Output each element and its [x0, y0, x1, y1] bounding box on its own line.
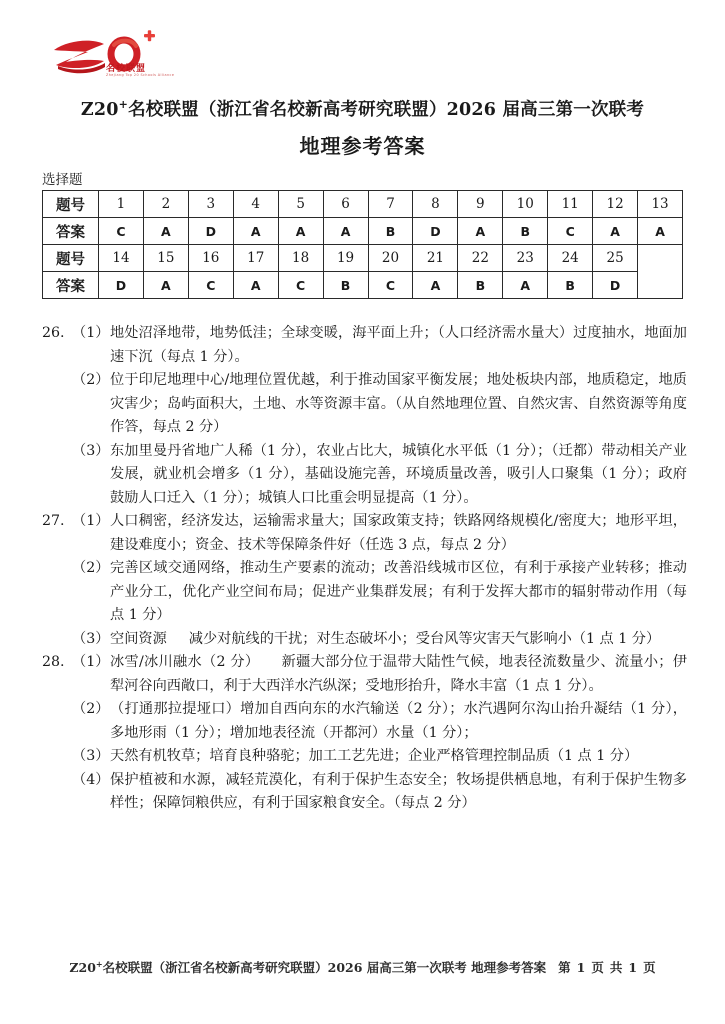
cell-a22: B: [458, 272, 503, 299]
part-label: （3）: [72, 630, 110, 647]
answer-part: [42, 369, 687, 440]
logo-mark-icon: [48, 28, 178, 86]
cell-a24: B: [548, 272, 593, 299]
cell-a17: A: [233, 272, 278, 299]
part-text: 东加里曼丹省地广人稀（1 分），农业占比大，城镇化水平低（1 分）；（迁都）带动相关产业发展，就业机会增多（1 分），基础设施完善，环境质量改善，吸引人口聚集（1 分）；政府鼓励人口迁入（1 分）；城镇人口比重会明显提高（1 分）。: [110, 442, 687, 506]
footer-page-label-3: 共: [609, 960, 623, 975]
cell-a10: B: [503, 218, 548, 245]
logo-alliance-pinyin: Zhejiang Top 20 Schools Alliance: [106, 73, 175, 77]
part-label: （3）: [72, 748, 110, 764]
footer-page-label-4: 页: [643, 960, 656, 975]
cell-q6: 6: [323, 191, 368, 218]
cell-a11: C: [548, 218, 593, 245]
answer-part: [42, 440, 687, 511]
footer-prefix: Z20: [69, 960, 96, 975]
cell-a25: D: [593, 272, 638, 299]
cell-a8: D: [413, 218, 458, 245]
cell-q22: 22: [458, 245, 503, 272]
cell-a2: A: [143, 218, 188, 245]
part-text: 空间资源 减少对航线的干扰；对生态破坏小；受台风等灾害天气影响小（1 点 1 分）: [110, 630, 661, 647]
answer-part: [42, 628, 687, 652]
cell-q18: 18: [278, 245, 323, 272]
part-label: （3）: [72, 442, 110, 459]
footer-page-current: 1: [576, 960, 586, 975]
cell-a14: D: [99, 272, 144, 299]
cell-q16: 16: [188, 245, 233, 272]
table-row: [43, 191, 683, 218]
cell-a15: A: [143, 272, 188, 299]
answer-part: [42, 698, 687, 745]
page-title-superscript: +: [118, 98, 129, 112]
question-28-group: [42, 651, 687, 816]
cell-a19: B: [323, 272, 368, 299]
z20-alliance-logo: [48, 28, 178, 86]
answer-part: [42, 510, 687, 557]
question-number: 28.: [42, 654, 65, 670]
cell-a18: C: [278, 272, 323, 299]
cell-a21: A: [413, 272, 458, 299]
cell-q11: 11: [548, 191, 593, 218]
part-text: 天然有机牧草；培育良种骆驼；加工工艺先进；企业严格管理控制品质（1 点 1 分）: [110, 748, 639, 764]
cell-q9: 9: [458, 191, 503, 218]
cell-a16: C: [188, 272, 233, 299]
row-label: 答案: [43, 218, 99, 245]
row-label: 答案: [43, 272, 99, 299]
part-text: 人口稠密，经济发达，运输需求量大；国家政策支持；铁路网络规模化/密度大；地形平坦，建设难度小；资金、技术等保障条件好（任选 3 点，每点 2 分）: [110, 513, 687, 553]
part-label: （2）: [72, 701, 110, 717]
cell-empty: [638, 245, 683, 299]
cell-q5: 5: [278, 191, 323, 218]
cell-q1: 1: [99, 191, 144, 218]
page-subtitle: 地理参考答案: [299, 134, 426, 158]
answer-part: [42, 769, 687, 816]
section-label-multiple-choice: 选择题: [42, 172, 83, 188]
question-26-group: [42, 322, 687, 510]
free-response-answers: [42, 322, 687, 816]
page-title-prefix: Z20: [80, 100, 119, 120]
question-number: 26.: [42, 325, 65, 341]
cell-q10: 10: [503, 191, 548, 218]
cell-q8: 8: [413, 191, 458, 218]
row-label: 题号: [43, 245, 99, 272]
cell-a13: A: [638, 218, 683, 245]
cell-q14: 14: [99, 245, 144, 272]
cell-q7: 7: [368, 191, 413, 218]
footer-rest: 名校联盟（浙江省名校新高考研究联盟）2026 届高三第一次联考 地理参考答案: [102, 960, 547, 975]
part-text: （打通那拉提垭口）增加自西向东的水汽输送（2 分）；水汽遇阿尔沟山抬升凝结（1 分），多地形雨（1 分）；增加地表径流（开都河）水量（1 分）；: [110, 701, 687, 741]
cell-q3: 3: [188, 191, 233, 218]
cell-q2: 2: [143, 191, 188, 218]
table-row: [43, 218, 683, 245]
cell-q17: 17: [233, 245, 278, 272]
cell-a1: C: [99, 218, 144, 245]
part-text: 保护植被和水源，减轻荒漠化，有利于保护生态安全；牧场提供栖息地，有利于保护生物多样性；保障饲粮供应，有利于国家粮食安全。（每点 2 分）: [110, 771, 687, 811]
question-27-group: [42, 510, 687, 651]
cell-a12: A: [593, 218, 638, 245]
cell-q4: 4: [233, 191, 278, 218]
answer-table: [42, 190, 683, 299]
row-label: 题号: [43, 191, 99, 218]
page-footer: [0, 958, 725, 976]
multiple-choice-answer-table: [42, 190, 683, 299]
part-text: 完善区域交通网络，推动生产要素的流动；改善沿线城市区位，有利于承接产业转移；推动产业分工，优化产业空间布局；促进产业集群发展；有利于发挥大都市的辐射带动作用（每点 1 分）: [110, 560, 687, 623]
cell-a23: A: [503, 272, 548, 299]
page-title-rest: 名校联盟（浙江省名校新高考研究联盟）2026 届高三第一次联考: [128, 100, 645, 120]
table-row: [43, 272, 683, 299]
part-label: （2）: [72, 560, 110, 576]
part-text: 地处沼泽地带，地势低洼；全球变暖，海平面上升；（人口经济需水量大）过度抽水，地面加速下沉（每点 1 分）。: [110, 325, 687, 365]
footer-page-total: 1: [628, 960, 638, 975]
answer-table-body: [43, 191, 683, 299]
cell-q19: 19: [323, 245, 368, 272]
cell-a4: A: [233, 218, 278, 245]
cell-q15: 15: [143, 245, 188, 272]
cell-q20: 20: [368, 245, 413, 272]
cell-a3: D: [188, 218, 233, 245]
answer-part: [42, 745, 687, 769]
cell-a20: C: [368, 272, 413, 299]
cell-q13: 13: [638, 191, 683, 218]
cell-q25: 25: [593, 245, 638, 272]
table-row: [43, 245, 683, 272]
answer-part: [42, 557, 687, 628]
footer-superscript: +: [95, 958, 103, 969]
part-label: （1）: [72, 325, 110, 341]
cell-a7: B: [368, 218, 413, 245]
part-label: （4）: [72, 771, 110, 788]
cell-a6: A: [323, 218, 368, 245]
part-text: 冰雪/冰川融水（2 分） 新疆大部分位于温带大陆性气候，地表径流数量少、流量小；伊犁河谷向西敞口，利于大西洋水汽纵深；受地形抬升，降水丰富（1 点 1 分）。: [110, 654, 687, 694]
cell-a9: A: [458, 218, 503, 245]
page-title: [0, 96, 725, 121]
question-number: 27.: [42, 513, 65, 529]
part-label: （1）: [72, 513, 110, 529]
part-text: 位于印尼地理中心/地理位置优越，利于推动国家平衡发展；地处板块内部，地质稳定，地质灾害少；岛屿面积大，土地、水等资源丰富。（从自然地理位置、自然灾害、自然资源等角度作答，每点 2 分）: [110, 372, 687, 435]
cell-q23: 23: [503, 245, 548, 272]
part-label: （1）: [72, 654, 110, 670]
cell-q21: 21: [413, 245, 458, 272]
logo-alliance-name: 名校联盟: [106, 64, 147, 74]
cell-a5: A: [278, 218, 323, 245]
footer-page-label-1: 第: [558, 960, 571, 975]
answer-part: [42, 651, 687, 698]
footer-page-label-2: 页: [591, 960, 604, 975]
cell-q24: 24: [548, 245, 593, 272]
part-label: （2）: [72, 372, 110, 388]
answer-part: [42, 322, 687, 369]
cell-q12: 12: [593, 191, 638, 218]
